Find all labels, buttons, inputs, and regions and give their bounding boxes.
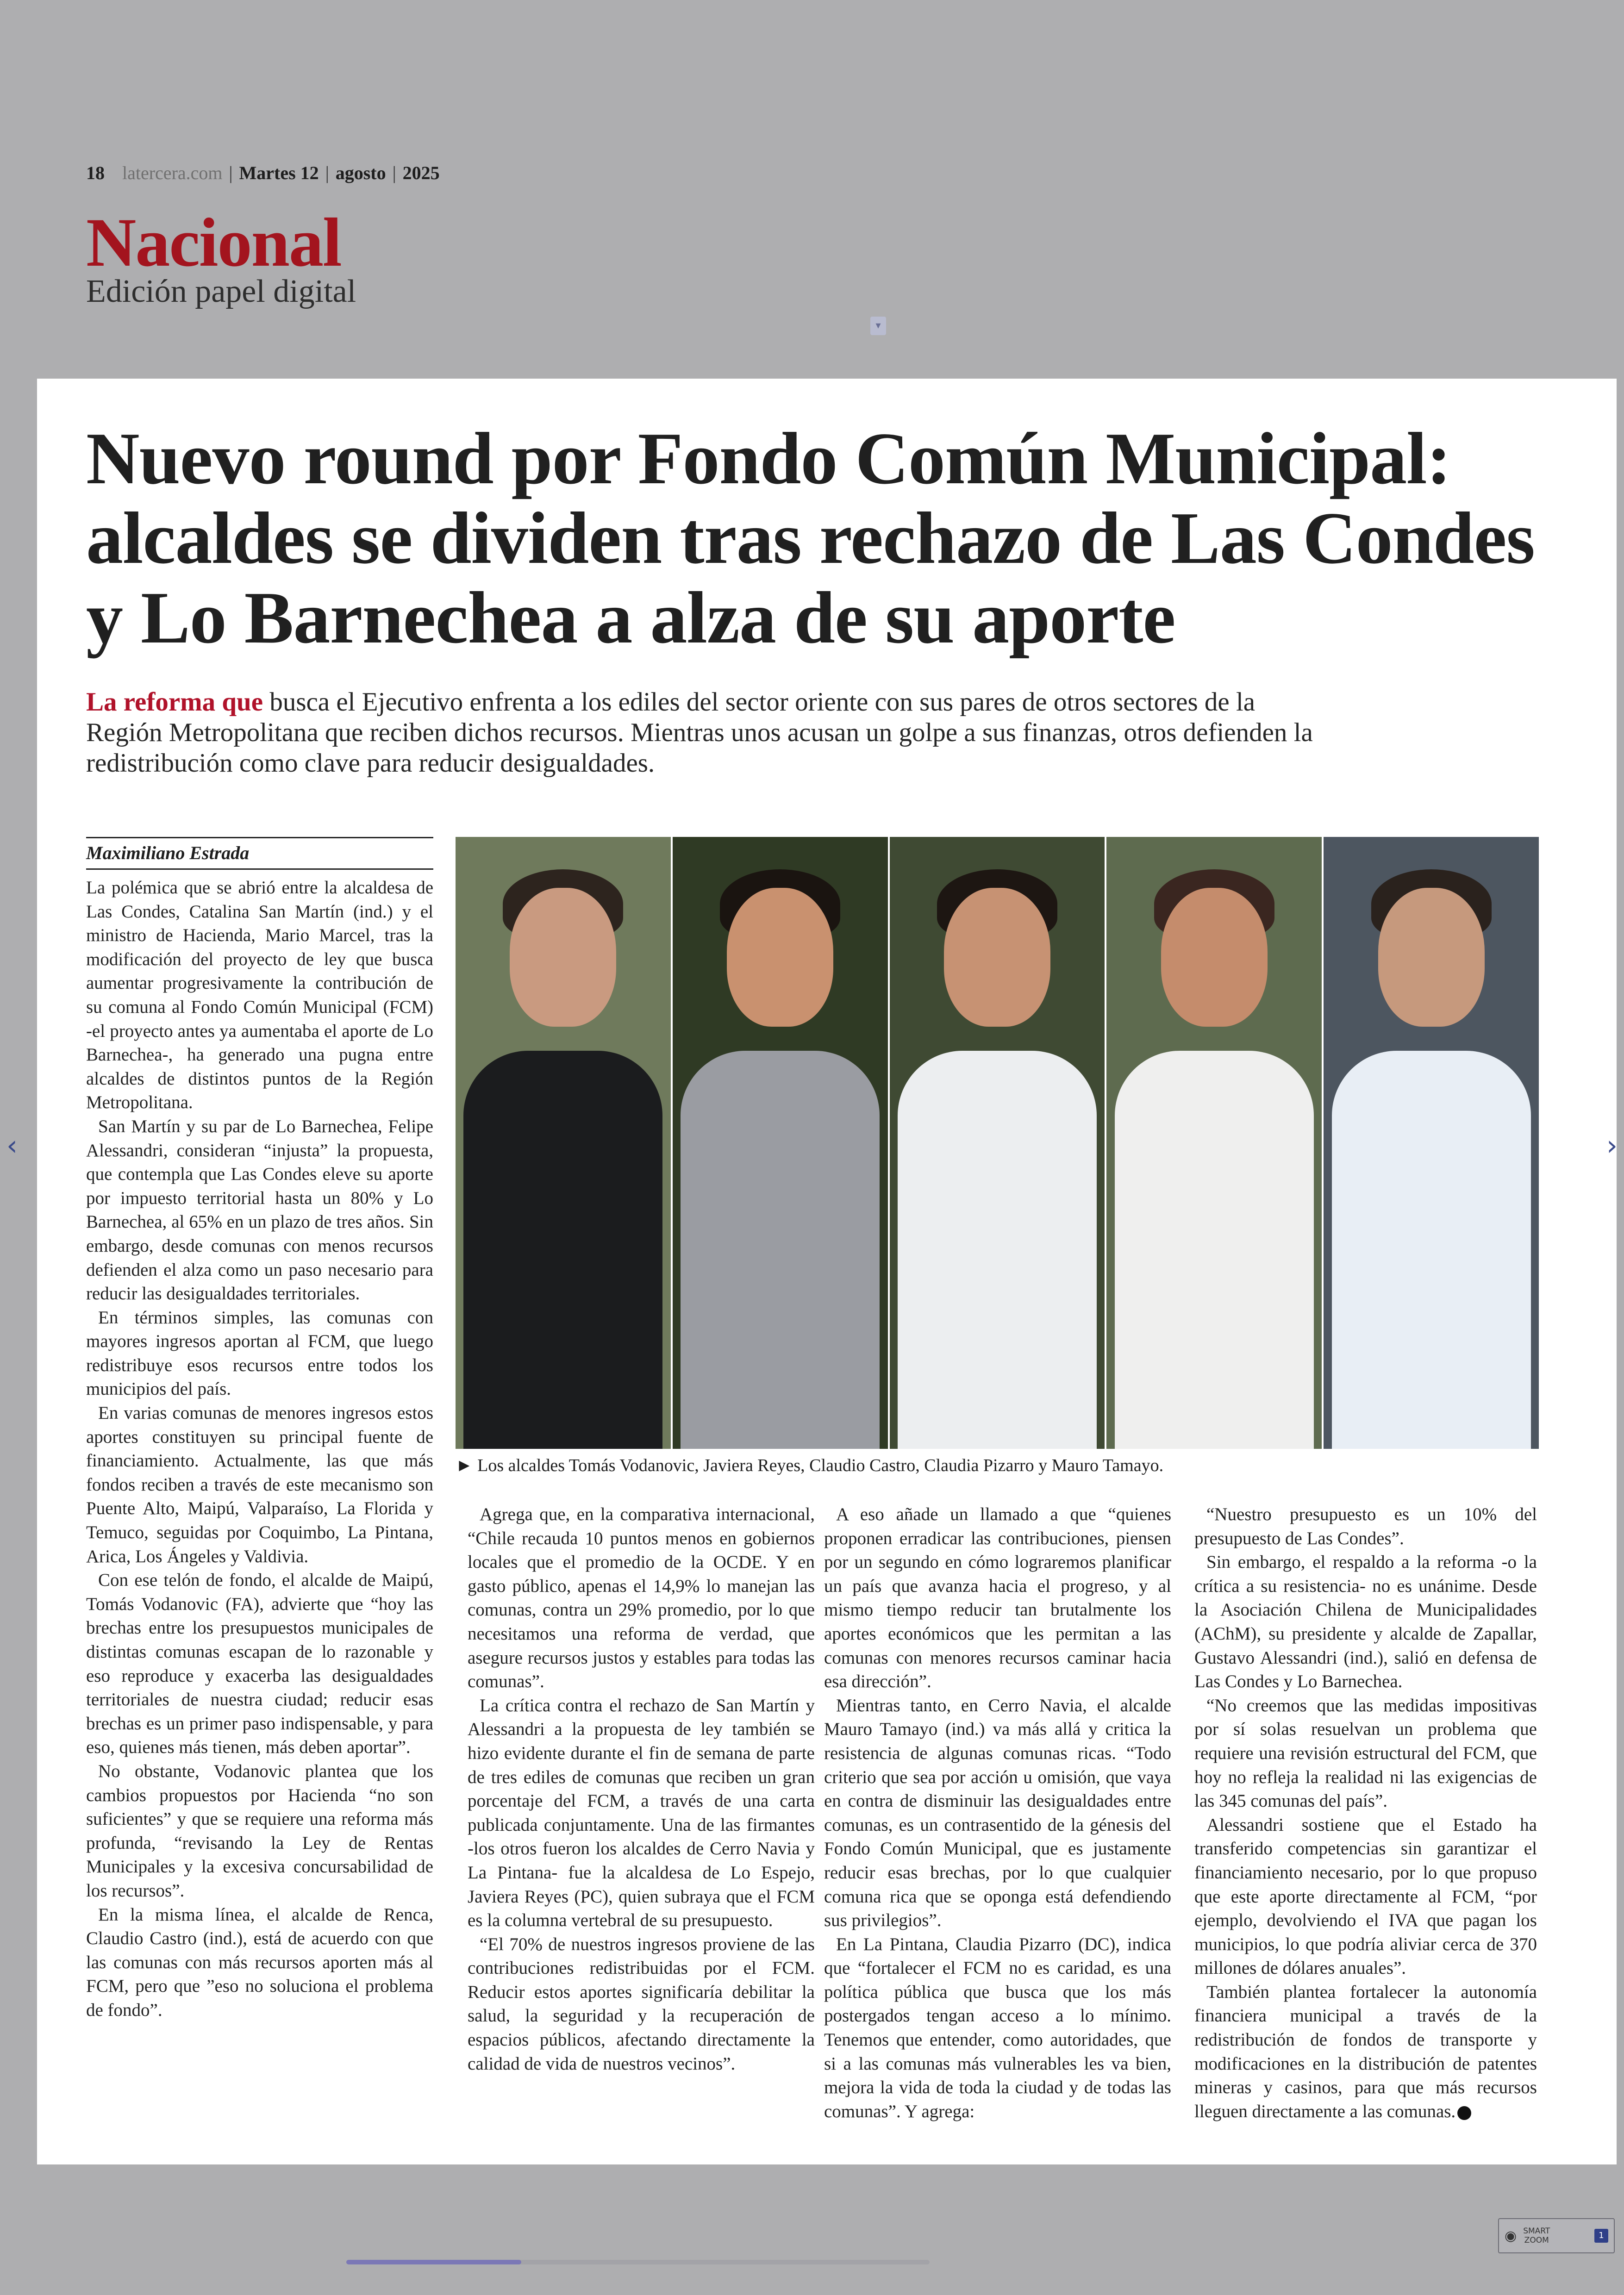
page-meta-line: 18 latercera.com | Martes 12 | agosto | 2025	[86, 162, 440, 183]
paragraph: “Nuestro presupuesto es un 10% del presupuesto de Las Condes”.	[1194, 1504, 1537, 1548]
paragraph: Con ese telón de fondo, el alcalde de Maipú, Tomás Vodanovic (FA), advierte que “hoy las brechas entre los presupuestos municipales de distintas comunas escapan de lo razonable y eso reproduce y exacerba las desigualdades territoriales de nuestra ciudad; reducir esas brechas es un primer paso indispensable, y para eso, quienes más tienen, más deben aportar”.	[86, 1570, 433, 1758]
smart-zoom-label: SMART ZOOM	[1523, 2226, 1550, 2245]
paragraph: “No creemos que las medidas impositivas por sí solas resuelvan un problema que requiere una revisión estructural del FCM, que hoy no refleja la realidad ni las exigencias de las 345 comunas del país”.	[1194, 1695, 1537, 1811]
page-number: 18	[86, 162, 105, 183]
page-progress-bar[interactable]	[346, 2260, 930, 2264]
date-day: Martes 12	[239, 162, 319, 183]
paragraph: No obstante, Vodanovic plantea que los cambios propuestos por Hacienda “no son suficientes” y que se requiere una reforma más profunda, “revisando la Ley de Rentas Municipales y la excesiva concursabilidad de los recursos”.	[86, 1761, 433, 1901]
previous-page-arrow-icon[interactable]: ‹	[6, 1129, 18, 1162]
date-month: agosto	[335, 162, 386, 183]
paragraph: En la misma línea, el alcalde de Renca, Claudio Castro (ind.), está de acuerdo con que las comunas con más recursos aporten más al FCM, pero que ”eso no soluciona el problema de fondo”.	[86, 1904, 433, 2020]
photo-strip[interactable]	[456, 837, 1539, 1449]
paragraph: Alessandri sostiene que el Estado ha transferido competencias sin garantizar el financiamiento necesario, por lo que propuso que este aporte directamente al FCM, “por ejemplo, devolviendo el IVA que pagan los municipios, lo que podría aliviar cerca de 370 millones de dólares anuales”.	[1194, 1815, 1537, 1978]
paragraph: En varias comunas de menores ingresos estos aportes constituyen su principal fuente de financiamiento. Actualmente, las que más fondos reciben a través de este mecanismo son Puente Alto, Maipú, Valparaíso, La Florida y Temuco, seguidas por Coquimbo, La Pintana, Arica, Los Ángeles y Valdivia.	[86, 1403, 433, 1566]
paragraph-text: También plantea fortalecer la autonomía financiera municipal a través de la redistribución de fondos de transporte y modificaciones en la distribución de patentes mineras y casinos, para que más recursos lleguen directamente a las comunas.	[1194, 1982, 1537, 2121]
smart-zoom-count-badge: 1	[1594, 2229, 1608, 2243]
paragraph	[1194, 1980, 1537, 2124]
paragraph: La polémica que se abrió entre la alcaldesa de Las Condes, Catalina San Martín (ind.) y el ministro de Hacienda, Mario Marcel, tras la modificación del proyecto de ley que busca aumentar progresivamente la contribución de su comuna al Fondo Común Municipal (FCM) -el proyecto antes ya aumentaba el aporte de Lo Barnechea-, ha generado una pugna entre alcaldes de distintos puntos de la Región Metropolitana.	[86, 878, 433, 1113]
article-column-4	[1194, 1503, 1537, 2123]
date-year: 2025	[402, 162, 440, 183]
section-title: Nacional	[86, 204, 341, 281]
end-mark-icon	[1457, 2106, 1471, 2120]
page-progress-fill	[346, 2260, 521, 2264]
photo-mayor-5	[1324, 837, 1539, 1449]
edition-label: Edición papel digital	[86, 274, 356, 309]
article-page	[37, 379, 1617, 2164]
photo-mayor-3	[890, 837, 1105, 1449]
lede-lead-in: La reforma que	[86, 687, 263, 717]
paragraph: Sin embargo, el respaldo a la reforma -o la crítica a su resistencia- no es unánime. Desde la Asociación Chilena de Municipalidades (AChM), su presidente y alcalde de Zapallar, Gustavo Alessandri (ind.), salió en defensa de Las Condes y Lo Barnechea.	[1194, 1552, 1537, 1692]
article-lede	[86, 687, 1336, 779]
paragraph: La crítica contra el rechazo de San Martín y Alessandri a la propuesta de ley también se hizo evidente durante el fin de semana de parte de tres ediles de comunas que reciben un gran porcentaje del FCM, a través de una carta publicada conjuntamente. Una de las firmantes -los otros fueron los alcaldes de Cerro Navia y La Pintana- fue la alcaldesa de Lo Espejo, Javiera Reyes (PC), quien subraya que el FCM es la columna vertebral de su presupuesto.	[468, 1695, 815, 1931]
eye-icon: ◉	[1505, 2227, 1517, 2244]
paragraph: En La Pintana, Claudia Pizarro (DC), indica que “fortalecer el FCM no es caridad, es una política pública que busca que los más postergados tengan acceso a lo mínimo. Tenemos que entender, como autoridades, que si a las comunas más vulnerables les va bien, mejora la vida de toda la ciudad y de todas las comunas”. Y agrega:	[824, 1934, 1171, 2121]
smart-zoom-button[interactable]	[1498, 2218, 1615, 2253]
paragraph: San Martín y su par de Lo Barnechea, Felipe Alessandri, consideran “injusta” la propuesta, que contempla que Las Condes eleve su aporte por impuesto territorial hasta un 80% y Lo Barnechea, al 65% en un plazo de tres años. Sin embargo, desde comunas con menos recursos defienden el alza como un paso necesario para reducir las desigualdades territoriales.	[86, 1116, 433, 1304]
photo-mayor-1	[456, 837, 671, 1449]
article-column-2	[468, 1503, 815, 2076]
article-column-3	[824, 1503, 1171, 2123]
article-column-1	[86, 876, 433, 2022]
lede-text: busca el Ejecutivo enfrenta a los ediles del sector oriente con sus pares de otros sectores de la Región Metropolitana que reciben dichos recursos. Mientras unos acusan un golpe a sus finanzas, otros defienden la redistribución como clave para reducir desigualdades.	[86, 687, 1313, 778]
next-page-arrow-icon[interactable]: ›	[1606, 1129, 1618, 1162]
paragraph: En términos simples, las comunas con mayores ingresos aportan al FCM, que luego redistribuye esos recursos entre todos los municipios del país.	[86, 1307, 433, 1399]
paragraph: A eso añade un llamado a que “quienes proponen erradicar las contribuciones, piensen por un segundo en cómo lograremos planificar un país que avanza hacia el progreso, y al mismo tiempo reducir tan brutalmente los aportes económicos que les permitan a las comunas con menores recursos caminar hacia esa dirección”.	[824, 1504, 1171, 1692]
site-name: latercera.com	[122, 162, 223, 183]
paragraph: “El 70% de nuestros ingresos proviene de las contribuciones redistribuidas por el FCM. Reducir estos aportes significaría debilitar la salud, la seguridad y la recuperación de espacios públicos, afectando directamente la calidad de vida de nuestros vecinos”.	[468, 1934, 815, 2074]
bookmark-icon[interactable]: ▾	[870, 317, 886, 335]
photo-mayor-2	[673, 837, 888, 1449]
paragraph: Mientras tanto, en Cerro Navia, el alcalde Mauro Tamayo (ind.) va más allá y critica la resistencia de algunas comunas ricas. “Todo criterio que sea por acción u omisión, que vaya en contra de disminuir las desigualdades entre comunas, es un contrasentido de la génesis del Fondo Común Municipal, que es justamente reducir esas brechas, por lo que cualquier comuna rica que se oponga está defendiendo sus privilegios”.	[824, 1695, 1171, 1931]
photo-mayor-4	[1106, 837, 1322, 1449]
byline: Maximiliano Estrada	[86, 837, 433, 870]
photo-caption: ► Los alcaldes Tomás Vodanovic, Javiera Reyes, Claudio Castro, Claudia Pizarro y Mauro Tamayo.	[456, 1456, 1164, 1475]
paragraph: Agrega que, en la comparativa internacional, “Chile recauda 10 puntos menos en gobiernos locales que el promedio de la OCDE. Y en gasto público, apenas el 14,9% lo manejan las comunas, contra un 29% promedio, por lo que necesitamos una reforma de verdad, que asegure recursos justos y estables para todas las comunas”.	[468, 1504, 815, 1692]
article-headline: Nuevo round por Fondo Común Municipal: alcaldes se dividen tras rechazo de Las Condes y Lo Barnechea a alza de su aporte	[86, 417, 1535, 659]
